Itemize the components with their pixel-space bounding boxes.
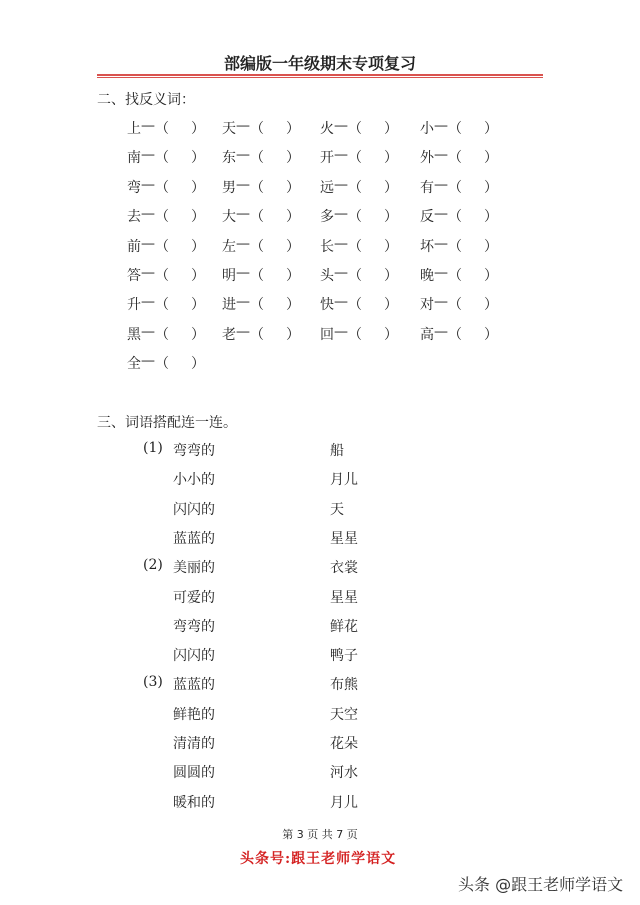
dash: — (334, 265, 348, 281)
antonym-word: 左 (222, 238, 236, 255)
blank-close-paren: ） (384, 121, 398, 137)
antonym-word: 坏 (420, 238, 434, 255)
dash: — (141, 323, 155, 340)
blank-close-paren: ） (286, 179, 300, 196)
dash: — (434, 118, 448, 134)
antonym-word: 进 (222, 297, 236, 314)
dash: — (141, 118, 155, 134)
blank-close-paren: ） (384, 209, 398, 226)
blank-close-paren: ） (286, 326, 300, 343)
blank-close-paren: ） (191, 238, 205, 255)
section2-heading: 二、找反义词： (97, 92, 195, 108)
blank-open-paren: （ (448, 326, 462, 343)
antonym-word: 黑 (127, 326, 141, 343)
dash: — (434, 323, 448, 340)
dash: — (434, 294, 448, 311)
antonym-word: 外 (420, 150, 434, 167)
dash: — (236, 235, 250, 252)
right-word: 衣裳 (330, 560, 358, 577)
right-word: 鲜花 (330, 618, 358, 635)
blank-open-paren: （ (448, 238, 462, 255)
dash: — (141, 176, 155, 193)
blank-open-paren: （ (155, 150, 169, 167)
blank-close-paren: ） (191, 150, 205, 167)
antonym-word: 回 (320, 326, 334, 343)
dash: — (236, 147, 250, 164)
dash: — (434, 235, 448, 252)
blank-open-paren: （ (250, 121, 264, 137)
blank-close-paren: ） (384, 326, 398, 343)
antonym-word: 小 (420, 121, 434, 137)
blank-close-paren: ） (286, 121, 300, 137)
blank-open-paren: （ (250, 179, 264, 196)
blank-open-paren: （ (155, 238, 169, 255)
dash: — (236, 265, 250, 281)
blank-open-paren: （ (448, 179, 462, 196)
left-word: 弯弯的 (173, 443, 215, 459)
dash: — (434, 147, 448, 164)
blank-open-paren: （ (448, 268, 462, 284)
blank-close-paren: ） (286, 268, 300, 284)
antonym-word: 对 (420, 297, 434, 314)
blank-close-paren: ） (484, 268, 498, 284)
left-word: 蓝蓝的 (173, 530, 215, 547)
blank-open-paren: （ (348, 209, 362, 226)
right-word: 花朵 (330, 736, 358, 752)
right-word: 月儿 (330, 472, 358, 489)
left-word: 小小的 (173, 472, 215, 489)
blank-open-paren: （ (348, 179, 362, 196)
group-number: (1) (143, 440, 163, 456)
right-word: 鸭子 (330, 648, 358, 665)
right-word: 天空 (330, 706, 358, 723)
dash: — (141, 147, 155, 164)
left-word: 闪闪的 (173, 648, 215, 665)
dash: — (141, 265, 155, 281)
blank-close-paren: ） (484, 209, 498, 226)
antonym-word: 头 (320, 268, 334, 284)
blank-close-paren: ） (286, 297, 300, 314)
blank-close-paren: ） (191, 297, 205, 314)
blank-close-paren: ） (286, 209, 300, 226)
blank-close-paren: ） (191, 268, 205, 284)
watermark-red: 头条号:跟王老师学语文 (240, 851, 397, 867)
blank-open-paren: （ (348, 297, 362, 314)
dash: — (236, 294, 250, 311)
blank-open-paren: （ (448, 209, 462, 226)
blank-open-paren: （ (155, 121, 169, 137)
dash: — (236, 118, 250, 134)
antonym-word: 去 (127, 209, 141, 226)
blank-close-paren: ） (484, 238, 498, 255)
blank-close-paren: ） (286, 238, 300, 255)
antonym-word: 晚 (420, 268, 434, 284)
antonym-word: 长 (320, 238, 334, 255)
blank-close-paren: ） (384, 297, 398, 314)
blank-close-paren: ） (384, 150, 398, 167)
blank-open-paren: （ (348, 326, 362, 343)
group-number: (3) (143, 674, 163, 691)
right-word: 船 (330, 443, 344, 459)
right-word: 天 (330, 501, 344, 518)
blank-close-paren: ） (191, 356, 205, 373)
left-word: 暖和的 (173, 794, 215, 811)
left-word: 鲜艳的 (173, 706, 215, 723)
left-word: 圆圆的 (173, 765, 215, 782)
blank-open-paren: （ (348, 268, 362, 284)
blank-open-paren: （ (348, 121, 362, 137)
dash: — (434, 176, 448, 193)
blank-open-paren: （ (250, 297, 264, 314)
left-word: 清清的 (173, 736, 215, 752)
page-title: 部编版一年级期末专项复习 (223, 54, 416, 73)
blank-close-paren: ） (484, 150, 498, 167)
antonym-word: 大 (222, 209, 236, 226)
blank-open-paren: （ (448, 121, 462, 137)
blank-open-paren: （ (155, 356, 169, 373)
antonym-word: 升 (127, 297, 141, 314)
dash: — (434, 206, 448, 223)
antonym-word: 天 (222, 121, 236, 137)
blank-open-paren: （ (155, 209, 169, 226)
antonym-word: 有 (420, 179, 434, 196)
antonym-word: 前 (127, 238, 141, 255)
blank-open-paren: （ (250, 150, 264, 167)
left-word: 可爱的 (173, 589, 215, 606)
blank-close-paren: ） (484, 297, 498, 314)
blank-open-paren: （ (348, 150, 362, 167)
blank-open-paren: （ (155, 297, 169, 314)
blank-close-paren: ） (484, 326, 498, 343)
antonym-word: 高 (420, 326, 434, 343)
dash: — (236, 206, 250, 223)
section3-heading: 三、词语搭配连一连。 (97, 415, 237, 431)
left-word: 弯弯的 (173, 618, 215, 635)
blank-open-paren: （ (348, 238, 362, 255)
antonym-word: 明 (222, 268, 236, 284)
dash: — (334, 147, 348, 164)
right-word: 星星 (330, 589, 358, 606)
right-word: 星星 (330, 530, 358, 547)
antonym-word: 老 (222, 326, 236, 343)
dash: — (236, 176, 250, 193)
header-divider-thin (97, 77, 543, 78)
right-word: 月儿 (330, 794, 358, 811)
blank-close-paren: ） (484, 179, 498, 196)
antonym-word: 男 (222, 179, 236, 196)
blank-open-paren: （ (250, 238, 264, 255)
dash: — (141, 235, 155, 252)
blank-close-paren: ） (191, 209, 205, 226)
dash: — (334, 206, 348, 223)
dash: — (334, 118, 348, 134)
dash: — (334, 235, 348, 252)
antonym-word: 全 (127, 356, 141, 373)
group-number: (2) (143, 557, 163, 574)
blank-close-paren: ） (286, 150, 300, 167)
antonym-word: 快 (320, 297, 334, 314)
blank-open-paren: （ (250, 209, 264, 226)
left-word: 蓝蓝的 (173, 677, 215, 694)
antonym-word: 远 (320, 179, 334, 196)
blank-open-paren: （ (155, 179, 169, 196)
antonym-word: 南 (127, 150, 141, 167)
antonym-word: 多 (320, 209, 334, 226)
dash: — (434, 265, 448, 281)
blank-open-paren: （ (448, 150, 462, 167)
antonym-word: 东 (222, 150, 236, 167)
dash: — (141, 294, 155, 311)
left-word: 美丽的 (173, 560, 215, 577)
blank-close-paren: ） (484, 121, 498, 137)
blank-close-paren: ） (384, 238, 398, 255)
dash: — (334, 323, 348, 340)
dash: — (141, 206, 155, 223)
dash: — (334, 176, 348, 193)
blank-open-paren: （ (448, 297, 462, 314)
page-number: 第 3 页 共 7 页 (282, 828, 358, 841)
left-word: 闪闪的 (173, 501, 215, 518)
blank-close-paren: ） (191, 121, 205, 137)
dash: — (141, 353, 155, 370)
antonym-word: 反 (420, 209, 434, 226)
antonym-word: 开 (320, 150, 334, 167)
watermark-corner: 头条 @跟王老师学语文 (458, 875, 624, 894)
blank-open-paren: （ (155, 268, 169, 284)
blank-open-paren: （ (155, 326, 169, 343)
antonym-word: 火 (320, 121, 334, 137)
antonym-word: 答 (127, 268, 141, 284)
antonym-word: 上 (127, 121, 141, 137)
right-word: 布熊 (330, 677, 358, 694)
blank-close-paren: ） (384, 268, 398, 284)
blank-close-paren: ） (191, 326, 205, 343)
right-word: 河水 (330, 765, 358, 782)
header-divider (97, 74, 543, 76)
antonym-word: 弯 (127, 179, 141, 196)
blank-open-paren: （ (250, 268, 264, 284)
blank-close-paren: ） (191, 179, 205, 196)
blank-close-paren: ） (384, 179, 398, 196)
dash: — (236, 323, 250, 340)
dash: — (334, 294, 348, 311)
blank-open-paren: （ (250, 326, 264, 343)
